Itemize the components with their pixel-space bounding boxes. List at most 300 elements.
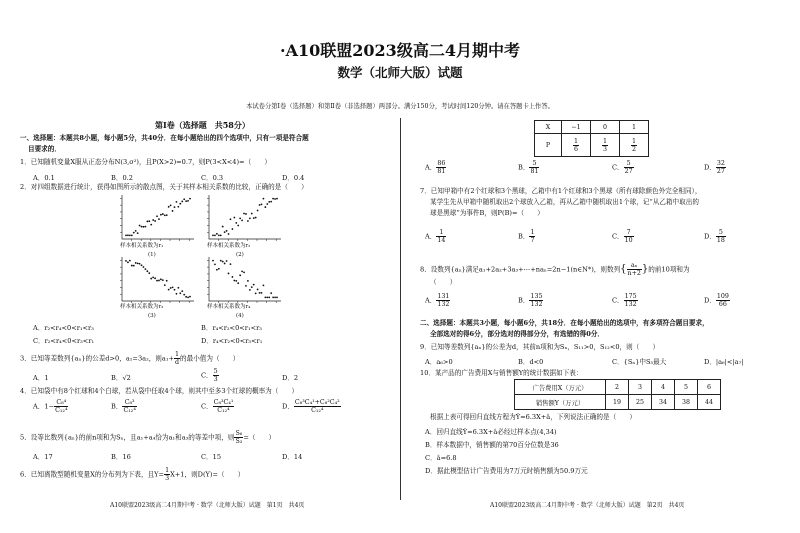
q6a-num: 86 (437, 160, 446, 167)
table10-y-3: 34 (652, 395, 675, 410)
q7-option-c (612, 229, 634, 244)
q4-option-d (282, 399, 341, 414)
table10-y-1: 19 (606, 395, 629, 410)
scatter-point (150, 224, 152, 226)
scatter-point (247, 280, 249, 282)
q8a-label: A． (425, 296, 437, 305)
q4d-num: C₈³C₄¹+C₈²C₄² (294, 399, 340, 406)
q6-option-a (425, 160, 446, 175)
scatter-point (152, 276, 154, 278)
plot3-caption: 样本相关系数为r₃ (120, 304, 164, 310)
t6p3-num: 1 (631, 137, 636, 145)
scatter-point (230, 263, 232, 265)
q6d-den: 27 (716, 168, 725, 175)
right-footer: A10联盟2023级高二4月期中考 · 数学（北师大版）试题 第2页 共4页 (490, 502, 685, 509)
scatter-point (174, 206, 176, 208)
scatter-point (183, 294, 185, 296)
table10-x-4: 5 (675, 380, 698, 395)
scatter-point (177, 206, 179, 208)
q8d-den: 66 (718, 301, 727, 308)
q6c-num: 5 (624, 160, 634, 168)
question-6 (20, 467, 244, 482)
q1-option-d: D．0.4 (282, 174, 305, 182)
q8-option-a (425, 293, 450, 308)
scatter-point (156, 215, 158, 217)
scatter-point (261, 203, 263, 205)
q10-option-a: A．回归直线Ŷ=6.3X+â必经过样本点(4,34) (425, 428, 557, 436)
question-10: 10．某产品的广告费用X与销售额Y的统计数据如下表： (420, 369, 583, 377)
scatter-point (268, 201, 270, 203)
scatter-point (160, 214, 162, 216)
part1-instructions-line2: 目要求的． (28, 145, 61, 153)
question-7-line2: 某学生先从甲箱中随机取出2个球放入乙箱，再从乙箱中随机取出1个球，记“从乙箱中取出的 (430, 198, 699, 206)
q4c-frac (213, 399, 235, 414)
q1-option-a: A．0.1 (33, 174, 55, 182)
scatter-point (247, 220, 249, 222)
t6p2-den: 3 (602, 145, 607, 153)
scatter-point (183, 198, 185, 200)
q7b-label: B． (518, 232, 530, 241)
q8c-label: C． (612, 296, 624, 305)
q6a-den: 81 (437, 168, 446, 175)
table10-y-2: 25 (629, 395, 652, 410)
q7-option-a (425, 229, 446, 244)
scatter-point (218, 235, 220, 237)
scatter-point (125, 260, 127, 262)
table6-x-1: −1 (562, 121, 591, 134)
scatter-point (261, 292, 263, 294)
scatter-point (245, 285, 247, 287)
q6-distribution-table (534, 120, 649, 157)
table6-p-3 (620, 134, 649, 157)
scatter-point (226, 230, 228, 232)
scatter-point (255, 292, 257, 294)
scatter-point (189, 296, 191, 298)
table6-p-2 (591, 134, 620, 157)
q8c-num: 175 (624, 293, 637, 300)
scatter-point (230, 218, 232, 220)
q6a-label: A． (425, 163, 437, 172)
scatter-point (270, 292, 272, 294)
scatter-point (212, 235, 214, 237)
scatter-panel-4 (207, 257, 281, 303)
table6-x-3: 1 (620, 121, 649, 134)
q5-den: S₃ (235, 438, 243, 445)
column-divider (400, 118, 401, 500)
scatter-point (251, 213, 253, 215)
scatter-point (139, 225, 141, 227)
q6-end: X+1，则D(Y)=（ ） (170, 470, 245, 479)
plot2-caption: 样本相关系数为r₂ (207, 243, 251, 249)
scatter-point (168, 289, 170, 291)
t6p1-den: 6 (573, 145, 578, 153)
q6-text: 6．已知离散型随机变量X的分布列为下表，且Y= (20, 470, 165, 479)
scatter-point (137, 232, 139, 234)
table10-x-5: 6 (698, 380, 721, 395)
scatter-point (231, 276, 233, 278)
q10-data-table (514, 379, 721, 410)
q4a-label: A．1− (33, 402, 55, 411)
question-1: 1．已知随机变量X服从正态分布N(3,σ²)，且P(X>2)=0.7，则P(3<X<4)=（ ） (20, 158, 271, 166)
scatter-point (181, 201, 183, 203)
scatter-point (129, 260, 131, 262)
scatter-point (243, 213, 245, 215)
scatter-point (158, 280, 160, 282)
q8d-num: 109 (716, 293, 729, 300)
scatter-point (154, 220, 156, 222)
scatter-point (216, 233, 218, 235)
q7d-den: 18 (716, 237, 725, 244)
scatter-point (249, 289, 251, 291)
scatter-point (263, 285, 265, 287)
question-9: 9．已知等差数列{aₙ}的公差为d，其前n项和为Sₙ，S₁₁>0，S₁₂<0，则（ ） (420, 343, 660, 351)
scatter-point (166, 280, 168, 282)
scatter-point (156, 280, 158, 282)
q1-option-c: C．0.3 (201, 174, 224, 182)
scatter-point (259, 204, 261, 206)
scatter-point (125, 235, 127, 237)
scatter-point (131, 235, 133, 237)
table10-x-3: 4 (652, 380, 675, 395)
scatter-point (263, 198, 265, 200)
scatter-point (237, 225, 239, 227)
q4b-frac (122, 399, 136, 414)
table10-y-5: 44 (698, 395, 721, 410)
scatter-point (276, 297, 278, 299)
scatter-point (162, 213, 164, 215)
scatter-point (172, 287, 174, 289)
scatter-point (266, 297, 268, 299)
q8-num: aₙ (627, 262, 642, 270)
scatter-axes (122, 257, 194, 301)
q10-option-c: C．â=6.8 (425, 454, 457, 462)
scatter-point (222, 226, 224, 228)
scatter-point (187, 297, 189, 299)
left-footer: A10联盟2023级高二4月期中考 · 数学（北师大版）试题 第1页 共4页 (110, 502, 305, 509)
q2-option-a: A．r₂<r₄<0<r₁<r₃ (33, 324, 94, 332)
scatter-point (272, 297, 274, 299)
q4a-den: C₁₂⁴ (55, 407, 68, 414)
scatter-point (220, 260, 222, 262)
scatter-point (135, 230, 137, 232)
question-3 (20, 351, 239, 366)
q9-option-a: A．a₆>0 (425, 358, 453, 366)
q8-text: 8．设数列{aₙ}满足a₁+2a₂+3a₃+⋯+naₙ=2n−1(n∈N*)，则数列 (420, 265, 621, 274)
q8-den: n+2 (627, 270, 641, 277)
scatter-point (226, 260, 228, 262)
scatter-panel-1 (120, 195, 194, 241)
q5-text: 5．设等比数列{aₙ}的前n项和为Sₙ，且a₁+a₄恰为a₁和a₃的等差中项，则 (20, 433, 235, 442)
q3-option-c (201, 368, 219, 383)
scatter-point (270, 201, 272, 203)
table6-x-label: X (535, 121, 562, 134)
scatter-point (150, 278, 152, 280)
t6p3-den: 2 (631, 145, 636, 153)
q3-text-end: 的最小值为（ ） (180, 354, 240, 363)
q4c-den: C₁₂⁴ (217, 407, 230, 414)
scatter-point (264, 206, 266, 208)
q6c-den: 27 (624, 168, 633, 175)
scatter-point (185, 200, 187, 202)
q4d-den: C₁₂⁴ (311, 407, 324, 414)
q4-option-b (111, 399, 137, 414)
scatter-panel-3 (120, 257, 194, 303)
scatter-point (257, 289, 259, 291)
scatter-point (166, 214, 168, 216)
q6-option-d (704, 160, 726, 175)
q1-option-b: B．0.2 (111, 174, 133, 182)
q9-option-d: D．|a₆|<|a₇| (704, 358, 744, 366)
t6p2-num: 1 (602, 137, 607, 145)
q6-num: 1 (165, 467, 170, 474)
scatter-point (133, 265, 135, 267)
scatter-point (131, 265, 133, 267)
scatter-point (222, 261, 224, 263)
scatter-point (224, 231, 226, 233)
table10-x-2: 3 (629, 380, 652, 395)
scatter-point (253, 217, 255, 219)
q6-option-b (518, 160, 539, 175)
q2-option-d: D．r₄<r₂<0<r₃<r₁ (201, 337, 263, 345)
q3-text: 3．已知等差数列{aₙ}的公差d>0，a₁=3a₂，则a₁+ (20, 354, 174, 363)
q4b-label: B． (111, 402, 123, 411)
q4d-label: D． (282, 402, 294, 411)
scatter-point (164, 214, 166, 216)
scatter-point (233, 217, 235, 219)
exam-title: ·A10联盟2023级高二4月期中考 (280, 41, 520, 60)
q7c-den: 10 (624, 237, 633, 244)
q3-option-d: D．2 (282, 374, 299, 382)
q7b-num: 1 (530, 229, 535, 236)
scatter-point (146, 221, 148, 223)
question-7-line1: 7．已知甲箱中有2个红球和3个黑球，乙箱中有1个红球和3个黑球（所有球除颜色外完全相同）， (420, 187, 702, 195)
scatter-point (251, 286, 253, 288)
scatter-point (216, 269, 218, 271)
table10-y-4: 38 (675, 395, 698, 410)
q2-option-b: B．r₄<r₂<0<r₁<r₃ (201, 324, 262, 332)
scatter-point (152, 219, 154, 221)
q4a-num: C₈⁴ (54, 399, 68, 407)
q7c-label: C． (612, 232, 624, 241)
scatter-point (239, 274, 241, 276)
scatter-point (264, 297, 266, 299)
scatter-point (181, 290, 183, 292)
q5-end: =（ ） (243, 433, 276, 442)
scatter-panel-2 (207, 195, 281, 241)
scatter-point (170, 287, 172, 289)
scatter-point (141, 264, 143, 266)
q8a-den: 132 (437, 301, 450, 308)
q8-answer-blank: （ ） (430, 278, 457, 286)
q10-option-d: D．据此模型估计广告费用为7万元时销售额为50.9万元 (425, 467, 588, 475)
scatter-point (158, 218, 160, 220)
q3-option-a: A．1 (33, 374, 49, 382)
scatter-point (255, 217, 257, 219)
plot1-label: (1) (148, 252, 156, 258)
q9-option-c: C．{Sₙ}中S₅最大 (612, 358, 667, 366)
q4c-num: C₈³C₄¹ (213, 399, 234, 406)
q6b-den: 81 (530, 168, 539, 175)
scatter-point (170, 204, 172, 206)
question-7-line3: 球是黑球”为事件B，则P(B)=（ ） (430, 209, 544, 217)
q6-den: 3 (165, 475, 170, 482)
scatter-point (160, 278, 162, 280)
scatter-point (245, 213, 247, 215)
scatter-axes (122, 195, 194, 239)
q7a-den: 14 (437, 237, 446, 244)
q6d-label: D． (704, 163, 716, 172)
scatter-point (172, 210, 174, 212)
scatter-point (214, 263, 216, 265)
q6b-label: B． (518, 163, 530, 172)
scatter-point (168, 206, 170, 208)
scatter-point (137, 263, 139, 265)
scatter-point (141, 226, 143, 228)
scatter-point (144, 268, 146, 270)
scatter-point (154, 277, 156, 279)
exam-notice: 本试卷分第Ⅰ卷（选择题）和第Ⅱ卷（非选择题）两部分。满分150分，考试时间120分钟。请在答题卡上作答。 (246, 103, 554, 110)
q4-option-a (33, 399, 68, 414)
scatter-point (274, 297, 276, 299)
q8-text-end: 的前10项和为 (648, 265, 690, 274)
q8b-num: 135 (530, 293, 543, 300)
scatter-point (162, 279, 164, 281)
scatter-point (174, 289, 176, 291)
scatter-point (127, 261, 129, 263)
q5-option-d: D．14 (282, 453, 303, 461)
q7a-num: 1 (436, 229, 446, 237)
q7-option-d (704, 229, 726, 244)
question-5 (20, 430, 275, 445)
scatter-point (235, 222, 237, 224)
scatter-point (148, 272, 150, 274)
scatter-point (274, 198, 276, 200)
scatter-point (146, 270, 148, 272)
scatter-point (187, 200, 189, 202)
q3-option-c-frac (213, 368, 219, 383)
q9-option-b: B．d<0 (518, 358, 544, 366)
q7-option-b (518, 229, 535, 244)
question-4: 4．已知袋中有8个红球和4个白球，若从袋中任取4个球，则其中至多3个红球的概率为（ ） (20, 387, 299, 395)
scatter-point (214, 235, 216, 237)
scatter-point (266, 203, 268, 205)
scatter-point (243, 271, 245, 273)
scatter-point (135, 262, 137, 264)
scatter-point (189, 198, 191, 200)
scatter-point (257, 210, 259, 212)
q10-option-b: B．样本数据中，销售额的第70百分位数是36 (425, 441, 559, 449)
part2-instructions-line1: 二、选择题：本题共3小题，每小题6分，共18分．在每小题给出的选项中，有多项符合题目要求， (420, 319, 709, 327)
q4-option-c (201, 399, 234, 414)
table10-x-label: 广告费用X（万元） (515, 380, 606, 395)
scatter-point (148, 220, 150, 222)
scatter-point (220, 235, 222, 237)
q6b-num: 5 (529, 160, 539, 168)
q10-regression-statement: 根据上表可得回归直线方程为Ŷ=6.3X+â，下列说法正确的是（ ） (430, 413, 636, 421)
q7b-den: 7 (530, 237, 535, 244)
q3c-num: 5 (213, 368, 218, 375)
scatter-point (231, 228, 233, 230)
scatter-point (176, 201, 178, 203)
scatter-point (179, 203, 181, 205)
q8d-label: D． (704, 296, 716, 305)
scatter-point (249, 217, 251, 219)
plot2-label: (2) (236, 252, 244, 258)
q3-frac-den: d (175, 359, 180, 366)
question-2: 2．对四组数据进行统计，获得如图所示的散点图，关于其样本相关系数的比较，正确的是（ ） (20, 183, 308, 191)
q7c-num: 7 (624, 229, 634, 237)
scatter-point (127, 234, 129, 236)
plot4-caption: 样本相关系数为r₄ (207, 304, 251, 310)
question-8: 8．设数列{aₙ}满足a₁+2a₂+3a₃+⋯+naₙ=2n−1(n∈N*)，则数列{ $\frac{\text{aₙ}}{n+2}$ }的前10项和为 (420, 262, 690, 277)
scatter-point (144, 226, 146, 228)
table10-y-label: 销售额Y（万元） (515, 395, 606, 410)
scatter-point (143, 226, 145, 228)
scatter-point (239, 217, 241, 219)
scatter-point (268, 297, 270, 299)
q6d-num: 32 (716, 160, 725, 167)
scatter-point (139, 263, 141, 265)
scatter-point (176, 293, 178, 295)
q3c-den: 3 (213, 376, 218, 383)
scatter-point (224, 263, 226, 265)
q6c-label: C． (612, 163, 624, 172)
plot1-caption: 样本相关系数为r₁ (120, 243, 164, 249)
plot3-label: (3) (148, 313, 156, 319)
part2-instructions-line2: 全部选对的得6分，部分选对的得部分分，有选错的得0分． (430, 330, 605, 338)
q3-option-b: B．√2 (111, 374, 131, 382)
table10-x-1: 2 (606, 380, 629, 395)
scatter-axes (209, 257, 281, 301)
q5-option-a: A．17 (33, 453, 53, 461)
scatter-point (241, 270, 243, 272)
plot4-label: (4) (236, 313, 244, 319)
scatter-point (179, 292, 181, 294)
scatter-point (228, 273, 230, 275)
scatter-point (177, 287, 179, 289)
q5-option-b: B．16 (111, 453, 131, 461)
scatter-point (228, 233, 230, 235)
scatter-point (233, 280, 235, 282)
scatter-point (218, 268, 220, 270)
q4c-label: C． (201, 402, 213, 411)
t6p1-num: 1 (573, 137, 578, 145)
exam-subtitle: 数学（北师大版）试题 (337, 65, 463, 80)
scatter-point (235, 280, 237, 282)
scatter-point (129, 235, 131, 237)
q8c-den: 132 (624, 301, 637, 308)
q8-option-c (612, 293, 638, 308)
q5-option-c: C．15 (201, 453, 222, 461)
q8b-label: B． (518, 296, 530, 305)
scatter-point (253, 284, 255, 286)
section-title: 第Ⅰ卷（选择题 共58分） (155, 120, 250, 130)
scatter-point (272, 198, 274, 200)
part1-instructions-line1: 一、选择题：本题共8小题，每小题5分，共40分．在每小题给出的四个选项中，只有一项是符合题 (20, 134, 309, 142)
scatter-point (133, 232, 135, 234)
q8-option-b (518, 293, 543, 308)
q4d-frac (294, 399, 341, 414)
table6-p-1 (562, 134, 591, 157)
scatter-point (164, 284, 166, 286)
scatter-point (212, 260, 214, 262)
q6-option-c (612, 160, 634, 175)
table6-x-2: 0 (591, 121, 620, 134)
q4b-den: C₁₂⁴ (123, 407, 136, 414)
scatter-point (185, 296, 187, 298)
q2-option-c: C．r₂<r₄<0<r₃<r₁ (33, 337, 95, 345)
q5-num: S₆ (235, 430, 243, 437)
